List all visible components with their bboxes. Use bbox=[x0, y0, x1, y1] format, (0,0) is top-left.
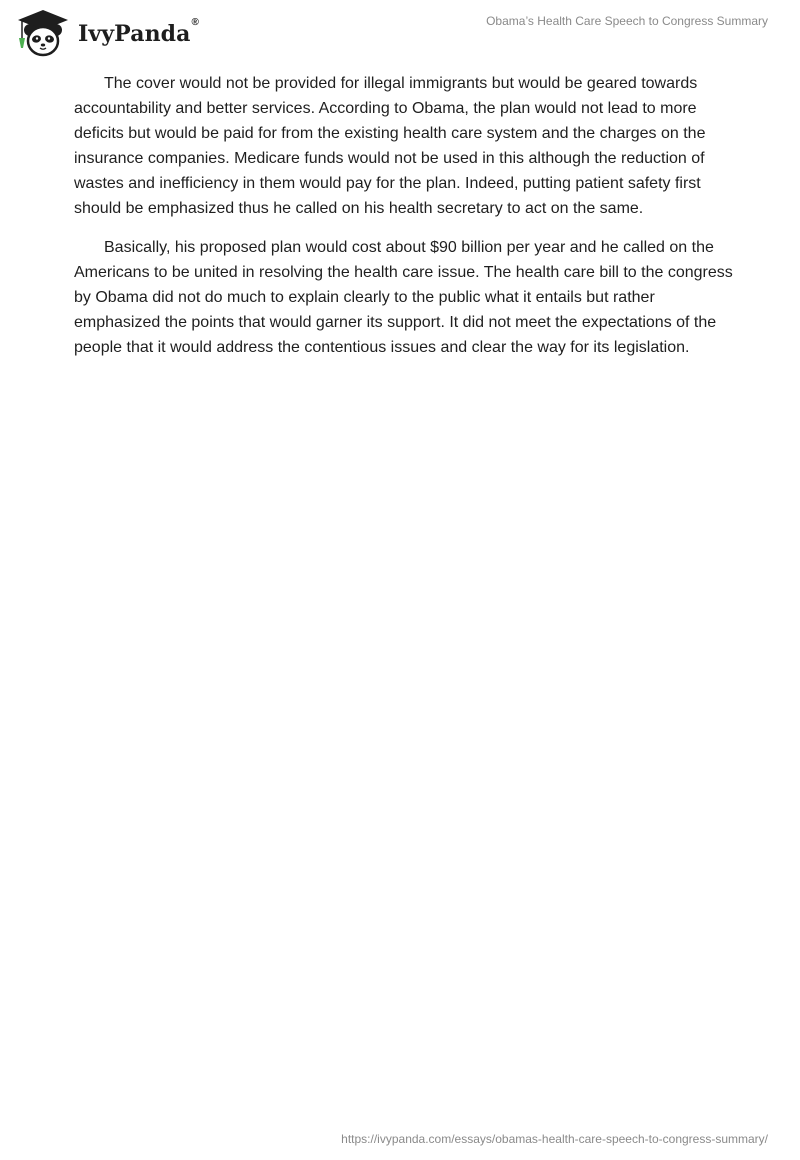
document-title: Obama’s Health Care Speech to Congress Summary bbox=[486, 14, 768, 28]
page-header bbox=[0, 0, 800, 70]
essay-body bbox=[74, 71, 734, 374]
registered-mark: ® bbox=[191, 17, 199, 28]
paragraph: Basically, his proposed plan would cost about $90 billion per year and he called on the Americans to be united in resolving the health care issue. The health care bill to the congress by Obama did not do much to explain clearly to the public what it entails but rather emphasized the points that would garner its support. It did not meet the expectations of the people that it would address the contentious issues and clear the way for its legislation. bbox=[74, 239, 733, 356]
source-url[interactable]: https://ivypanda.com/essays/obamas-health-care-speech-to-congress-summary/ bbox=[341, 1132, 768, 1146]
ivypanda-logo[interactable] bbox=[14, 8, 199, 58]
brand-name: IvyPanda® bbox=[78, 17, 199, 47]
panda-graduation-cap-icon bbox=[14, 8, 72, 58]
paragraph: The cover would not be provided for illegal immigrants but would be geared towards accountability and better services. According to Obama, the plan would not lead to more deficits but would be paid for from the existing health care system and the charges on the insurance companies. Medicare funds would not be used in this although the reduction of wastes and inefficiency in them would pay for the plan. Indeed, putting patient safety first should be emphasized thus he called on his health secretary to act on the same. bbox=[74, 75, 706, 217]
